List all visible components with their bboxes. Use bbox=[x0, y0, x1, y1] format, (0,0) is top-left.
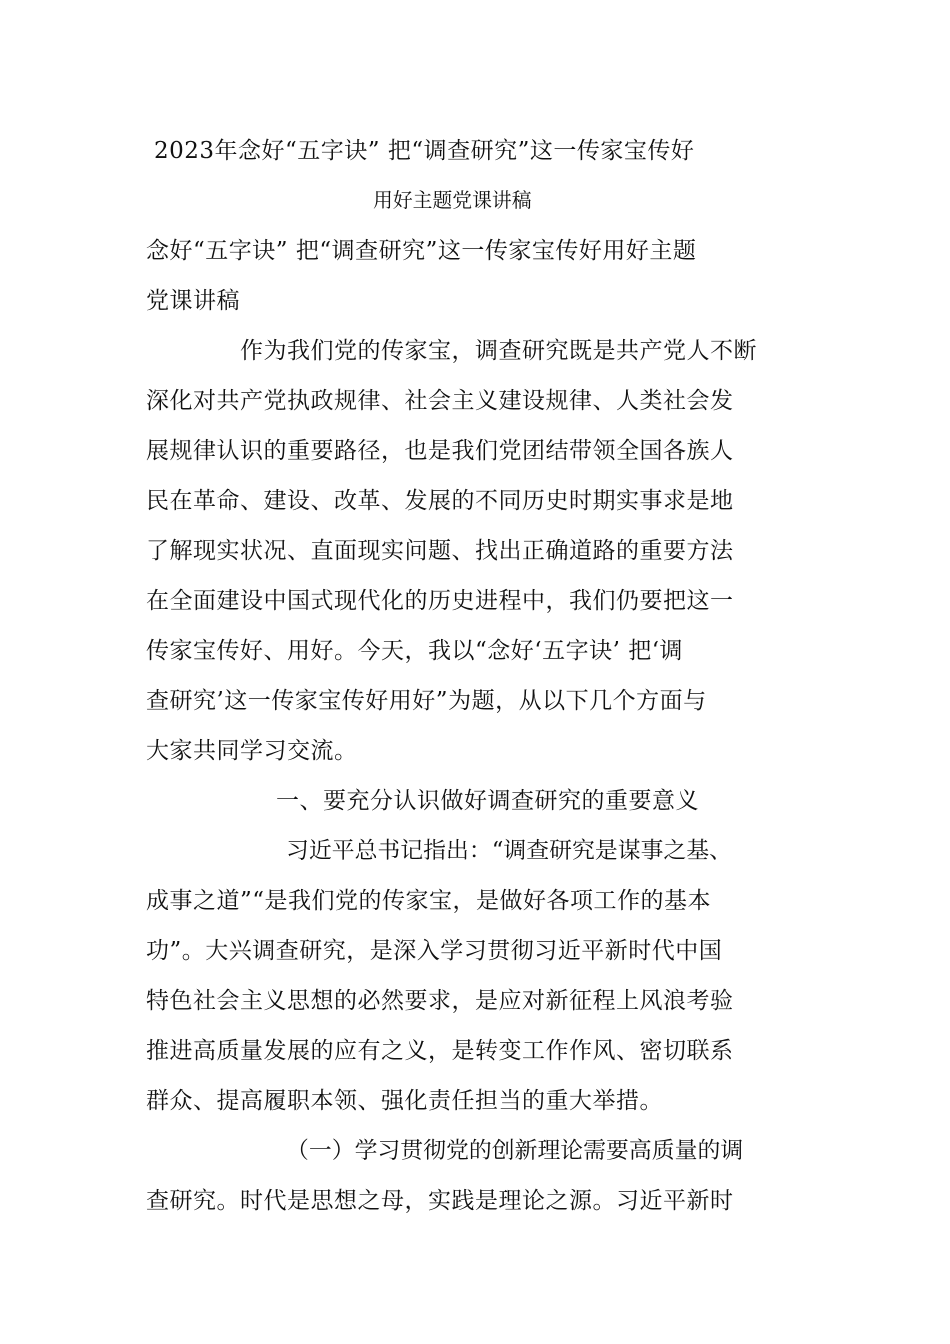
paragraph-1-line-5: 了解现实状况、直面现实问题、找出正确道路的重要方法 bbox=[146, 538, 734, 564]
paragraph-1-line-2: 深化对共产党执政规律、社会主义建设规律、人类社会发 bbox=[146, 388, 734, 414]
paragraph-1-line-1: 作为我们党的传家宝，调查研究既是共产党人不断 bbox=[240, 338, 757, 364]
paragraph-3-line-1: （一）学习贯彻党的创新理论需要高质量的调 bbox=[286, 1138, 744, 1164]
paragraph-2-line-5: 推进高质量发展的应有之义，是转变工作作风、密切联系 bbox=[146, 1038, 734, 1064]
document-title-line-2: 用好主题党课讲稿 bbox=[373, 189, 532, 212]
paragraph-3-line-2: 查研究。时代是思想之母，实践是理论之源。习近平新时 bbox=[146, 1188, 734, 1214]
paragraph-1-line-3: 展规律认识的重要路径，也是我们党团结带领全国各族人 bbox=[146, 438, 734, 464]
paragraph-1-line-8: 查研究’这一传家宝传好用好”为题，从以下几个方面与 bbox=[146, 688, 707, 714]
paragraph-1-line-4: 民在革命、建设、改革、发展的不同历史时期实事求是地 bbox=[146, 488, 734, 514]
paragraph-2-line-3: 功”。大兴调查研究，是深入学习贯彻习近平新时代中国 bbox=[146, 938, 723, 964]
paragraph-1-line-7: 传家宝传好、用好。今天，我以“念好‘五字诀’ 把‘调 bbox=[146, 638, 684, 664]
document-heading-line-1: 念好“五字诀” 把“调查研究”这一传家宝传好用好主题 bbox=[146, 238, 697, 264]
document-title-line-1: 2023年念好“五字诀” 把“调查研究”这一传家宝传好 bbox=[154, 138, 695, 164]
paragraph-2-line-2: 成事之道”“是我们党的传家宝，是做好各项工作的基本 bbox=[146, 888, 712, 914]
paragraph-2-line-4: 特色社会主义思想的必然要求，是应对新征程上风浪考验 bbox=[146, 988, 734, 1014]
document-heading-line-2: 党课讲稿 bbox=[146, 288, 240, 314]
section-1-heading: 一、要充分认识做好调查研究的重要意义 bbox=[276, 788, 699, 814]
paragraph-2-line-1: 习近平总书记指出：“调查研究是谋事之基、 bbox=[286, 838, 733, 864]
paragraph-1-line-9: 大家共同学习交流。 bbox=[146, 738, 358, 764]
paragraph-2-line-6: 群众、提高履职本领、强化责任担当的重大举措。 bbox=[146, 1088, 663, 1114]
paragraph-1-line-6: 在全面建设中国式现代化的历史进程中，我们仍要把这一 bbox=[146, 588, 734, 614]
